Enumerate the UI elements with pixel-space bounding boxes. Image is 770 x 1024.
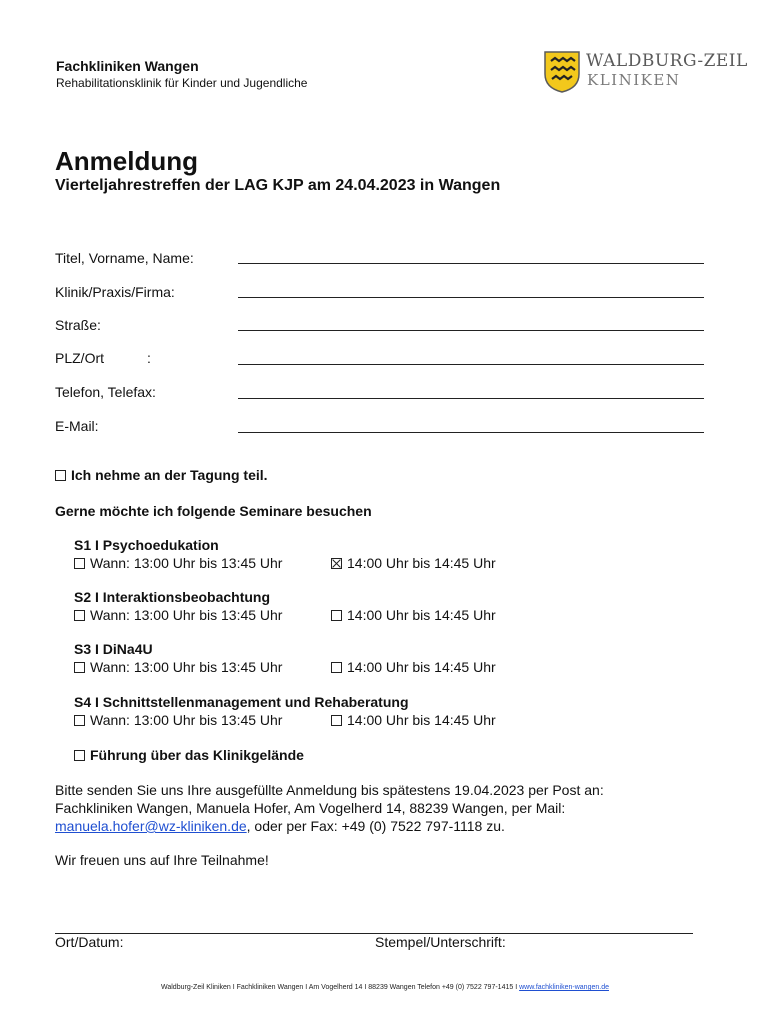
signature-left-label: Ort/Datum:: [55, 934, 124, 950]
field-line-plz[interactable]: [238, 363, 704, 365]
page-title: Anmeldung: [55, 146, 198, 176]
field-line-street[interactable]: [238, 329, 704, 331]
field-label-clinic: Klinik/Praxis/Firma:: [55, 284, 175, 300]
seminar-s3-option-2-label: 14:00 Uhr bis 14:45 Uhr: [347, 659, 496, 675]
email-link[interactable]: manuela.hofer@wz-kliniken.de: [55, 818, 247, 834]
seminar-s2-option-1: [74, 607, 282, 623]
seminar-s1-option-2-label: 14:00 Uhr bis 14:45 Uhr: [347, 555, 496, 571]
seminar-s1-option-2: [331, 555, 496, 571]
field-label-name: Titel, Vorname, Name:: [55, 250, 194, 266]
seminar-s4-checkbox-1[interactable]: [74, 715, 85, 726]
signature-right-label: Stempel/Unterschrift:: [375, 934, 506, 950]
signature-line[interactable]: [55, 932, 693, 934]
seminar-title-s3: S3 I DiNa4U: [74, 641, 153, 657]
seminar-title-s4: S4 I Schnittstellenmanagement und Rehaberatung: [74, 694, 409, 710]
seminar-s1-checkbox-2[interactable]: [331, 558, 342, 569]
tour-row: [74, 747, 304, 763]
footer-website-link[interactable]: www.fachkliniken-wangen.de: [519, 984, 609, 991]
coat-of-arms-shield-icon: [543, 50, 581, 94]
seminar-s3-checkbox-2[interactable]: [331, 662, 342, 673]
field-line-clinic[interactable]: [238, 296, 704, 298]
field-label-street: Straße:: [55, 317, 101, 333]
seminar-s1-checkbox-1[interactable]: [74, 558, 85, 569]
field-line-name[interactable]: [238, 262, 704, 264]
footer-text: Waldburg-Zeil Kliniken I Fachkliniken Wangen I Am Vogelherd 14 I 88239 Wangen Telefon +49 (0) 7522 797-1415 I: [161, 984, 520, 991]
field-label-plz-colon: :: [147, 350, 151, 366]
field-label-plz: PLZ/Ort: [55, 350, 105, 366]
seminar-s1-option-1: [74, 555, 282, 571]
logo-line-2: KLINIKEN: [587, 71, 681, 89]
seminar-s3-option-1: [74, 659, 282, 675]
seminar-title-s1: S1 I Psychoedukation: [74, 537, 219, 553]
logo-line-1: WALDBURG-ZEIL: [586, 51, 748, 71]
field-label-email: E-Mail:: [55, 418, 99, 434]
seminar-s4-option-2: [331, 712, 496, 728]
closing-text: Wir freuen uns auf Ihre Teilnahme!: [55, 852, 269, 868]
seminar-s4-option-1-label: Wann: 13:00 Uhr bis 13:45 Uhr: [90, 712, 283, 728]
attend-label: Ich nehme an der Tagung teil.: [71, 467, 268, 483]
instructions-line-3: [55, 817, 505, 835]
seminar-s2-checkbox-2[interactable]: [331, 610, 342, 621]
field-label-phone: Telefon, Telefax:: [55, 384, 156, 400]
page-subtitle: Vierteljahrestreffen der LAG KJP am 24.04.2023 in Wangen: [55, 177, 501, 194]
instructions-line-2: Fachkliniken Wangen, Manuela Hofer, Am Vogelherd 14, 88239 Wangen, per Mail:: [55, 800, 566, 816]
seminar-title-s2: S2 I Interaktionsbeobachtung: [74, 589, 271, 605]
seminar-s2-option-1-label: Wann: 13:00 Uhr bis 13:45 Uhr: [90, 607, 283, 623]
seminar-s2-option-2-label: 14:00 Uhr bis 14:45 Uhr: [347, 607, 496, 623]
clinic-name: Fachkliniken Wangen: [56, 58, 199, 74]
attend-checkbox[interactable]: [55, 470, 66, 481]
seminar-s2-option-2: [331, 607, 496, 623]
seminar-s1-option-1-label: Wann: 13:00 Uhr bis 13:45 Uhr: [90, 555, 283, 571]
field-line-phone[interactable]: [238, 397, 704, 399]
seminar-s2-checkbox-1[interactable]: [74, 610, 85, 621]
seminar-s3-option-1-label: Wann: 13:00 Uhr bis 13:45 Uhr: [90, 659, 283, 675]
seminar-s3-checkbox-1[interactable]: [74, 662, 85, 673]
clinic-subtitle: Rehabilitationsklinik für Kinder und Jugendliche: [56, 76, 308, 90]
seminar-s3-option-2: [331, 659, 496, 675]
seminar-s4-checkbox-2[interactable]: [331, 715, 342, 726]
page-footer: [0, 984, 770, 991]
instructions-line-3-rest: , oder per Fax: +49 (0) 7522 797-1118 zu.: [246, 818, 505, 834]
seminar-s4-option-1: [74, 712, 282, 728]
tour-checkbox[interactable]: [74, 750, 85, 761]
tour-label: Führung über das Klinikgelände: [90, 747, 304, 763]
attend-row: [55, 467, 268, 483]
seminar-s4-option-2-label: 14:00 Uhr bis 14:45 Uhr: [347, 712, 496, 728]
instructions-line-1: Bitte senden Sie uns Ihre ausgefüllte Anmeldung bis spätestens 19.04.2023 per Post an:: [55, 782, 604, 798]
field-line-email[interactable]: [238, 431, 704, 433]
seminars-intro: Gerne möchte ich folgende Seminare besuchen: [55, 503, 372, 519]
